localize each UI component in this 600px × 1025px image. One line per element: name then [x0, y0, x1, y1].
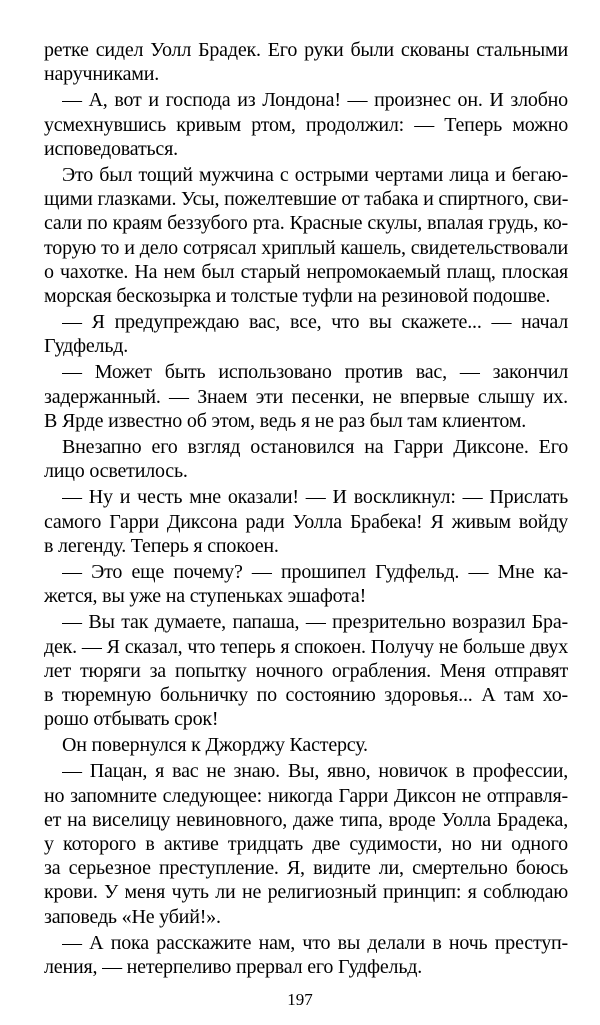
- text-line: торую то и дело сотрясал хриплый кашель, свидетельствовали: [44, 237, 568, 259]
- text-line: в тюремную больничку по состоянию здоровья... А там хо-: [44, 684, 568, 706]
- text-line: Это был тощий мужчина с острыми чертами лица и бегаю-: [62, 164, 568, 186]
- text-line: Он повернулся к Джорджу Кастерсу.: [62, 734, 368, 756]
- text-line: — Может быть использовано против вас, — закончил: [62, 361, 568, 383]
- text-line: Внезапно его взгляд остановился на Гарри Диксоне. Его: [62, 436, 568, 458]
- text-line: в легенду. Теперь я спокоен.: [44, 535, 279, 557]
- text-line: сали по краям беззубого рта. Красные скулы, впалая грудь, ко-: [44, 212, 568, 234]
- text-line: наручниками.: [44, 63, 160, 85]
- text-line: — Это еще почему? — прошипел Гудфельд. — Мне ка-: [62, 561, 568, 583]
- text-line: ления, — нетерпеливо прервал его Гудфельд.: [44, 956, 423, 978]
- text-line: заповедь «Не убий!».: [44, 906, 221, 928]
- text-line: рошо отбывать срок!: [44, 708, 219, 730]
- page-number: 197: [287, 990, 313, 1009]
- text-line: — А, вот и господа из Лондона! — произнес он. И злобно: [62, 89, 568, 111]
- text-line: дек. — Я сказал, что теперь я спокоен. Получу не больше двух: [44, 636, 568, 658]
- text-line: — А пока расскажите нам, что вы делали в ночь преступ-: [62, 932, 568, 954]
- text-line: В Ярде известно об этом, ведь я не раз был там клиентом.: [44, 410, 527, 432]
- text-line: самого Гарри Диксона ради Уолла Брабека! Я живым войду: [44, 511, 568, 533]
- text-line: исповедоваться.: [44, 138, 178, 160]
- text-line: — Ну и честь мне оказали! — И воскликнул: — Прислать: [62, 486, 568, 508]
- text-line: о чахотке. На нем был старый непромокаемый плащ, плоская: [44, 261, 568, 283]
- text-line: за серьезное преступление. Я, видите ли, смертельно боюсь: [44, 857, 568, 879]
- text-line: Гудфельд.: [44, 335, 129, 357]
- text-line: — Я предупреждаю вас, все, что вы скажете... — начал: [62, 311, 568, 333]
- text-line: морская бескозырка и толстые туфли на резиновой подошве.: [44, 285, 551, 307]
- text-line: у которого в активе тридцать две судимости, но ни одного: [44, 833, 568, 855]
- text-line: задержанный. — Знаем эти песенки, не впервые слышу их.: [44, 386, 568, 408]
- text-line: ретке сидел Уолл Брадек. Его руки были скованы стальными: [44, 39, 568, 61]
- text-line: щими глазками. Усы, пожелтевшие от табака и спиртного, сви-: [44, 188, 568, 210]
- text-line: — Вы так думаете, папаша, — презрительно возразил Бра-: [62, 611, 568, 633]
- text-line: лет тюряги за попытку ночного ограбления. Меня отправят: [44, 660, 568, 682]
- text-line: — Пацан, я вас не знаю. Вы, явно, новичок в профессии,: [62, 760, 568, 782]
- text-line: жется, вы уже на ступеньках эшафота!: [44, 585, 367, 607]
- text-line: лицо осветилось.: [44, 460, 188, 482]
- text-line: крови. У меня чуть ли не религиозный принцип: я соблюдаю: [44, 881, 568, 903]
- text-line: усмехнувшись кривым ртом, продолжил: — Теперь можно: [44, 114, 568, 136]
- text-line: ет на виселицу невиновного, даже типа, вроде Уолла Брадека,: [44, 809, 568, 831]
- text-line: но запомните следующее: никогда Гарри Диксон не отправля-: [44, 785, 568, 807]
